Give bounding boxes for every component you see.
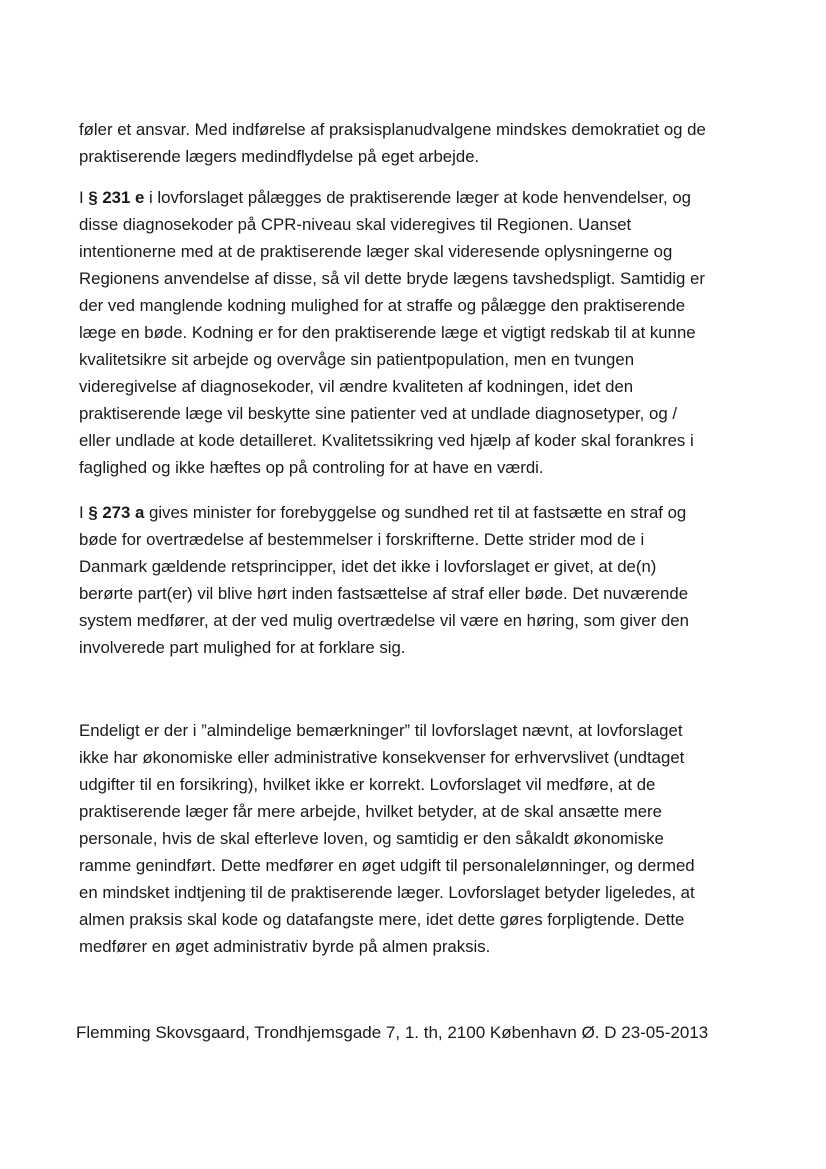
text-line: en mindsket indtjening til de praktiserende læger. Lovforslaget betyder ligeledes, at <box>79 883 695 902</box>
text-line: praktiserende læge vil beskytte sine patienter ved at undlade diagnosetyper, og / <box>79 404 677 423</box>
text-line: involverede part mulighed for at forklare sig. <box>79 638 406 657</box>
text-line: ramme genindført. Dette medfører en øget udgift til personalelønninger, og dermed <box>79 856 695 875</box>
text-line: faglighed og ikke hæftes op på controling for at have en værdi. <box>79 458 544 477</box>
text-fragment: i lovforslaget pålægges de praktiserende læger at kode henvendelser, og <box>144 188 691 207</box>
text-line: Danmark gældende retsprincipper, idet det ikke i lovforslaget er givet, at de(n) <box>79 557 657 576</box>
text-line: almen praksis skal kode og datafangste mere, idet dette gøres forpligtende. Dette <box>79 910 685 929</box>
paragraph-general-remarks <box>79 717 759 960</box>
text-line: disse diagnosekoder på CPR-niveau skal videregives til Regionen. Uanset <box>79 215 632 234</box>
text-line: berørte part(er) vil blive hørt inden fastsættelse af straf eller bøde. Det nuværende <box>79 584 689 603</box>
section-reference: § 231 e <box>88 188 145 207</box>
text-line: eller undlade at kode detailleret. Kvalitetssikring ved hjælp af koder skal forankres i <box>79 431 694 450</box>
text-line: føler et ansvar. Med indførelse af praksisplanudvalgene mindskes demokratiet og de <box>79 120 706 139</box>
paragraph-lead: I <box>79 503 89 522</box>
text-line: system medfører, at der ved mulig overtrædelse vil være en høring, som giver den <box>79 611 689 630</box>
text-line: der ved manglende kodning mulighed for at straffe og pålægge den praktiserende <box>79 296 686 315</box>
paragraph-section-231e <box>79 184 759 481</box>
text-line: udgifter til en forsikring), hvilket ikke er korrekt. Lovforslaget vil medføre, at de <box>79 775 656 794</box>
text-line: kvalitetsikre sit arbejde og overvåge sin patientpopulation, men en tvungen <box>79 350 635 369</box>
paragraph-section-273a <box>79 499 759 661</box>
text-line: bøde for overtrædelse af bestemmelser i forskrifterne. Dette strider mod de i <box>79 530 645 549</box>
text-line: Regionens anvendelse af disse, så vil dette bryde lægens tavshedspligt. Samtidig er <box>79 269 705 288</box>
paragraph-lead: I <box>79 188 89 207</box>
text-line: ikke har økonomiske eller administrative konsekvenser for erhvervslivet (undtaget <box>79 748 685 767</box>
text-line <box>79 499 759 526</box>
signature-line: Flemming Skovsgaard, Trondhjemsgade 7, 1. th, 2100 København Ø. D 23-05-2013 <box>76 1023 709 1042</box>
text-line: intentionerne med at de praktiserende læger skal videresende oplysningerne og <box>79 242 673 261</box>
text-fragment: gives minister for forebyggelse og sundhed ret til at fastsætte en straf og <box>144 503 687 522</box>
text-line <box>79 184 759 211</box>
text-line: videregivelse af diagnosekoder, vil ændre kvaliteten af kodningen, idet den <box>79 377 634 396</box>
paragraph-continuation <box>79 116 759 170</box>
text-line: Endeligt er der i ”almindelige bemærkninger” til lovforslaget nævnt, at lovforslaget <box>79 721 683 740</box>
text-line: praktiserende læger får mere arbejde, hvilket betyder, at de skal ansætte mere <box>79 802 662 821</box>
section-reference: § 273 a <box>88 503 145 522</box>
text-line: medfører en øget administrativ byrde på almen praksis. <box>79 937 491 956</box>
text-line: personale, hvis de skal efterleve loven, og samtidig er den såkaldt økonomiske <box>79 829 664 848</box>
text-line: praktiserende lægers medindflydelse på eget arbejde. <box>79 147 480 166</box>
text-line: læge en bøde. Kodning er for den praktiserende læge et vigtigt redskab til at kunne <box>79 323 696 342</box>
